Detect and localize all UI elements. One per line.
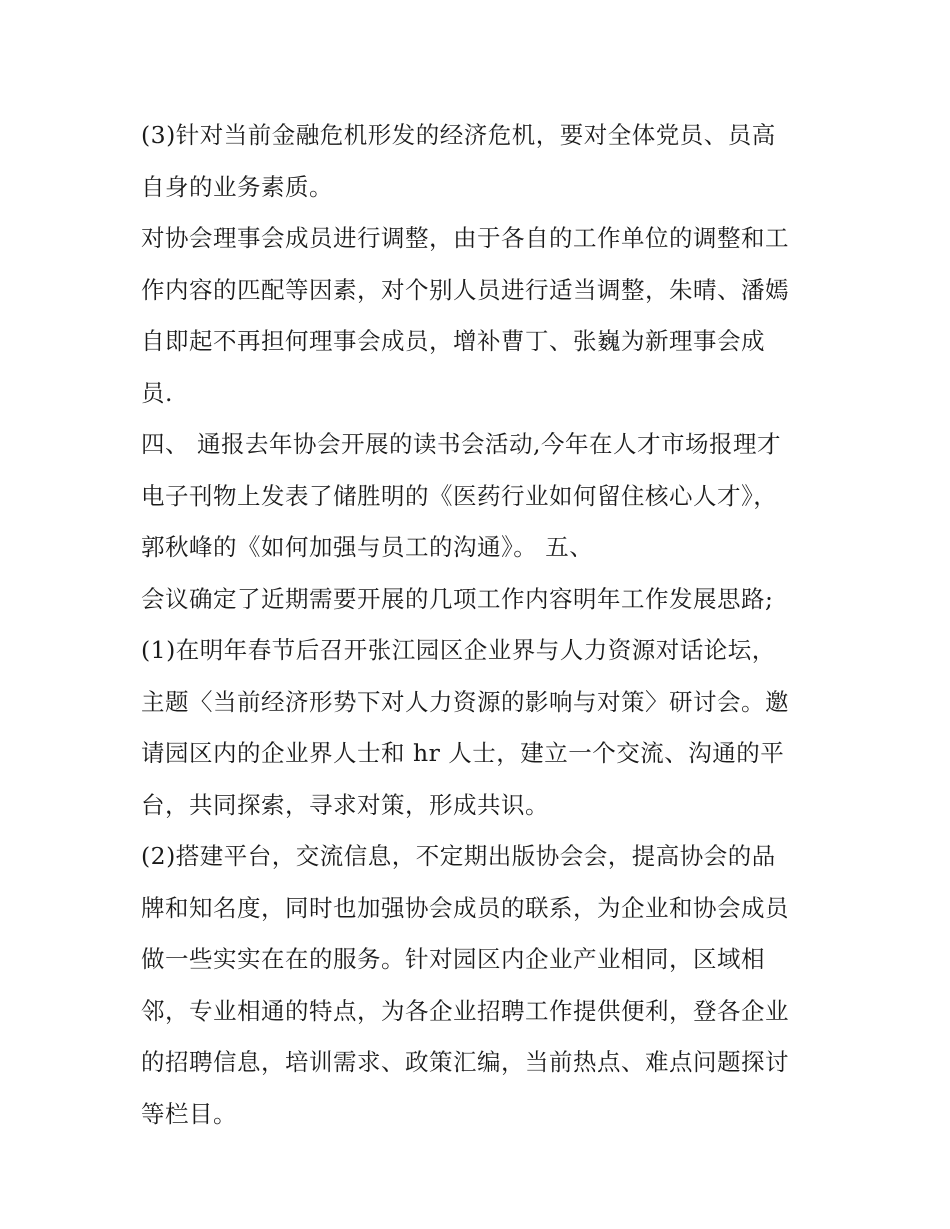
text-line: 作内容的匹配等因素，对个别人员进行适当调整，朱晴、潘嫣 [141,275,789,304]
text-line: 牌和知名度，同时也加强协会成员的联系，为企业和协会成员 [141,893,789,922]
text-line: 台，共同探索，寻求对策，形成共识。 [141,790,549,819]
text-line: 郭秋峰的《如何加强与员工的沟通》。 五、 [141,533,594,561]
text-line: (3)针对当前金融危机形发的经济危机，要对全体党员、员高 [141,121,776,149]
text-line: 自即起不再担何理事会成员，增补曹丁、张巍为新理事会成 [141,327,765,355]
text-line: (2)搭建平台，交流信息，不定期出版协会会，提高协会的品 [141,842,776,870]
text-line: 自身的业务素质。 [141,172,333,201]
text-line: (1)在明年春节后召开张江园区企业界与人力资源对话论坛， [141,636,776,664]
text-line: 的招聘信息，培训需求、政策汇编，当前热点、难点问题探讨 [141,1048,789,1076]
text-line: 主题〈当前经济形势下对人力资源的影响与对策〉研讨会。邀 [141,687,789,716]
document-body [141,110,821,1140]
text-line: 会议确定了近期需要开展的几项工作内容明年工作发展思路; [141,584,774,613]
text-line: 员. [141,378,173,407]
text-line: 请园区内的企业界人士和 hr 人士，建立一个交流、沟通的平 [141,739,785,767]
text-line: 四、 通报去年协会开展的读书会活动,今年在人才市场报理才 [141,430,781,458]
text-line: 做一些实实在在的服务。针对园区内企业产业相同，区域相 [141,945,765,973]
text-line: 等栏目。 [141,1099,237,1128]
text-line: 对协会理事会成员进行调整，由于各自的工作单位的调整和工 [141,224,789,252]
text-line: 邻，专业相通的特点，为各企业招聘工作提供便利，登各企业 [141,996,789,1025]
text-line: 电子刊物上发表了储胜明的《医药行业如何留住核心人才》， [141,481,778,510]
